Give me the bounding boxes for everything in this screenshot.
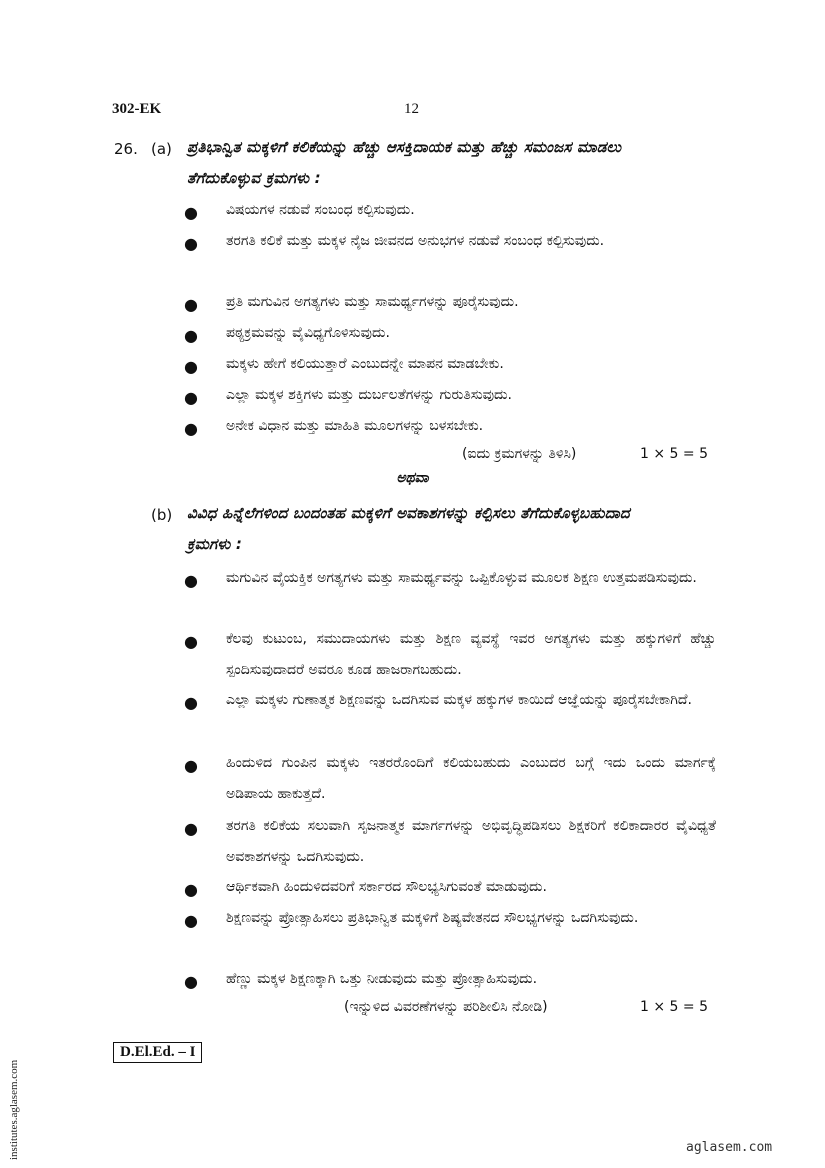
bullet-icon: ● [184,972,198,991]
watermark-left: institutes.aglasem.com [8,1059,20,1160]
part-a-marks: 1 × 5 = 5 [640,446,708,462]
part-a-label: (a) [151,140,172,158]
bullet-icon: ● [184,756,198,775]
part-a-note: (ಐದು ಕ್ರಮಗಳನ್ನು ತಿಳಿಸಿ) [462,446,577,462]
list-item: ಪ್ರತಿ ಮಗುವಿನ ಅಗತ್ಯಗಳು ಮತ್ತು ಸಾಮರ್ಥ್ಯಗಳನ್ನು ಪೂರೈಸುವುದು. [226,294,519,310]
list-item: ಎಲ್ಲಾ ಮಕ್ಕಳು ಗುಣಾತ್ಮಕ ಶಿಕ್ಷಣವನ್ನು ಒದಗಿಸುವ ಮಕ್ಕಳ ಹಕ್ಕುಗಳ ಕಾಯಿದೆ ಆಜ್ಞೆಯನ್ನು ಪೂರೈಸಬೇಕಾಗಿದೆ. [226,692,692,708]
part-a-heading-line1: ಪ್ರತಿಭಾನ್ವಿತ ಮಕ್ಕಳಿಗೆ ಕಲಿಕೆಯನ್ನು ಹೆಚ್ಚು ಆಸಕ್ತಿದಾಯಕ ಮತ್ತು ಹೆಚ್ಚು ಸಮಂಜಸ ಮಾಡಲು [187,138,622,156]
or-separator: ಅಥವಾ [396,470,429,486]
list-item: ಹಿಂದುಳಿದ ಗುಂಪಿನ ಮಕ್ಕಳು ಇತರರೊಂದಿಗೆ ಕಲಿಯಬಹುದು ಎಂಬುದರ ಬಗ್ಗೆ ಇದು ಒಂದು ಮಾರ್ಗಕ್ಕೆ ಅಡಿಪಾಯ ಹಾಕುತ್ತದೆ. [226,755,716,802]
question-number: 26. [114,140,138,158]
bullet-icon: ● [184,326,198,345]
bullet-icon: ● [184,419,198,438]
part-a-heading-line2: ತೆಗೆದುಕೊಳ್ಳುವ ಕ್ರಮಗಳು : [187,169,321,187]
list-item: ಪಠ್ಯಕ್ರಮವನ್ನು ವೈವಿಧ್ಯಗೊಳಿಸುವುದು. [226,325,390,341]
bullet-icon: ● [184,632,198,651]
footer-course-box: D.El.Ed. – I [113,1042,202,1063]
bullet-icon: ● [184,357,198,376]
bullet-icon: ● [184,911,198,930]
list-item: ಎಲ್ಲಾ ಮಕ್ಕಳ ಶಕ್ತಿಗಳು ಮತ್ತು ದುರ್ಬಲತೆಗಳನ್ನು ಗುರುತಿಸುವುದು. [226,387,513,403]
page-number: 12 [404,101,419,117]
bullet-icon: ● [184,234,198,253]
list-item: ಅನೇಕ ವಿಧಾನ ಮತ್ತು ಮಾಹಿತಿ ಮೂಲಗಳನ್ನು ಬಳಸಬೇಕು. [226,418,484,434]
list-item: ಆರ್ಥಿಕವಾಗಿ ಹಿಂದುಳಿದವರಿಗೆ ಸರ್ಕಾರದ ಸೌಲಭ್ಯಸಿಗುವಂತೆ ಮಾಡುವುದು. [226,879,547,895]
list-item: ತರಗತಿ ಕಲಿಕೆಯ ಸಲುವಾಗಿ ಸೃಜನಾತ್ಮಕ ಮಾರ್ಗಗಳನ್ನು ಅಭಿವೃದ್ಧಿಪಡಿಸಲು ಶಿಕ್ಷಕರಿಗೆ ಕಲಿಕಾದಾರರ ವೈವಿಧ್ಯತೆ ಅವಕಾಶಗಳನ್ನು ಒದಗಿಸುವುದು. [226,818,716,865]
part-b-marks: 1 × 5 = 5 [640,999,708,1015]
list-item: ಮಕ್ಕಳು ಹೇಗೆ ಕಲಿಯುತ್ತಾರೆ ಎಂಬುದನ್ನೇ ಮಾಪನ ಮಾಡಬೇಕು. [226,356,504,372]
paper-code: 302-EK [112,101,162,117]
list-item: ಶಿಕ್ಷಣವನ್ನು ಪ್ರೋತ್ಸಾಹಿಸಲು ಪ್ರತಿಭಾನ್ವಿತ ಮಕ್ಕಳಿಗೆ ಶಿಷ್ಯವೇತನದ ಸೌಲಭ್ಯಗಳನ್ನು ಒದಗಿಸುವುದು. [226,910,639,926]
list-item: ಮಗುವಿನ ವೈಯಕ್ತಿಕ ಅಗತ್ಯಗಳು ಮತ್ತು ಸಾಮರ್ಥ್ಯವನ್ನು ಒಪ್ಪಿಕೊಳ್ಳುವ ಮೂಲಕ ಶಿಕ್ಷಣ ಉತ್ತಮಪಡಿಸುವುದು. [226,570,697,586]
list-item: ತರಗತಿ ಕಲಿಕೆ ಮತ್ತು ಮಕ್ಕಳ ನೈಜ ಜೀವನದ ಅನುಭಗಳ ನಡುವೆ ಸಂಬಂಧ ಕಲ್ಪಿಸುವುದು. [226,233,605,249]
bullet-icon: ● [184,693,198,712]
part-a-heading [187,132,717,194]
bullet-icon: ● [184,819,198,838]
part-b-heading [187,498,717,560]
watermark-right: aglasem.com [686,1140,773,1155]
part-b-heading-line1: ವಿವಿಧ ಹಿನ್ನೆಲೆಗಳಿಂದ ಬಂದಂತಹ ಮಕ್ಕಳಿಗೆ ಅವಕಾಶಗಳನ್ನು ಕಲ್ಪಿಸಲು ತೆಗೆದುಕೊಳ್ಳಬಹುದಾದ [187,504,630,522]
bullet-icon: ● [184,203,198,222]
bullet-icon: ● [184,571,198,590]
part-b-label: (b) [151,506,173,524]
list-item: ಕೆಲವು ಕುಟುಂಬ, ಸಮುದಾಯಗಳು ಮತ್ತು ಶಿಕ್ಷಣ ವ್ಯವಸ್ಥೆ ಇವರ ಅಗತ್ಯಗಳು ಮತ್ತು ಹಕ್ಕುಗಳಿಗೆ ಹೆಚ್ಚು ಸ್ಪಂದಿಸುವುದಾದರೆ ಅವರೂ ಕೂಡ ಹಾಜರಾಗಬಹುದು. [226,631,716,678]
list-item: ಹೆಣ್ಣು ಮಕ್ಕಳ ಶಿಕ್ಷಣಕ್ಕಾಗಿ ಒತ್ತು ನೀಡುವುದು ಮತ್ತು ಪ್ರೋತ್ಸಾಹಿಸುವುದು. [226,971,538,987]
part-b-note: (ಇನ್ನುಳಿದ ವಿವರಣೆಗಳನ್ನು ಪರಿಶೀಲಿಸಿ ನೋಡಿ) [344,999,548,1015]
bullet-icon: ● [184,880,198,899]
bullet-icon: ● [184,388,198,407]
bullet-icon: ● [184,295,198,314]
list-item: ವಿಷಯಗಳ ನಡುವೆ ಸಂಬಂಧ ಕಲ್ಪಿಸುವುದು. [226,202,415,218]
part-b-heading-line2: ಕ್ರಮಗಳು : [187,535,243,553]
